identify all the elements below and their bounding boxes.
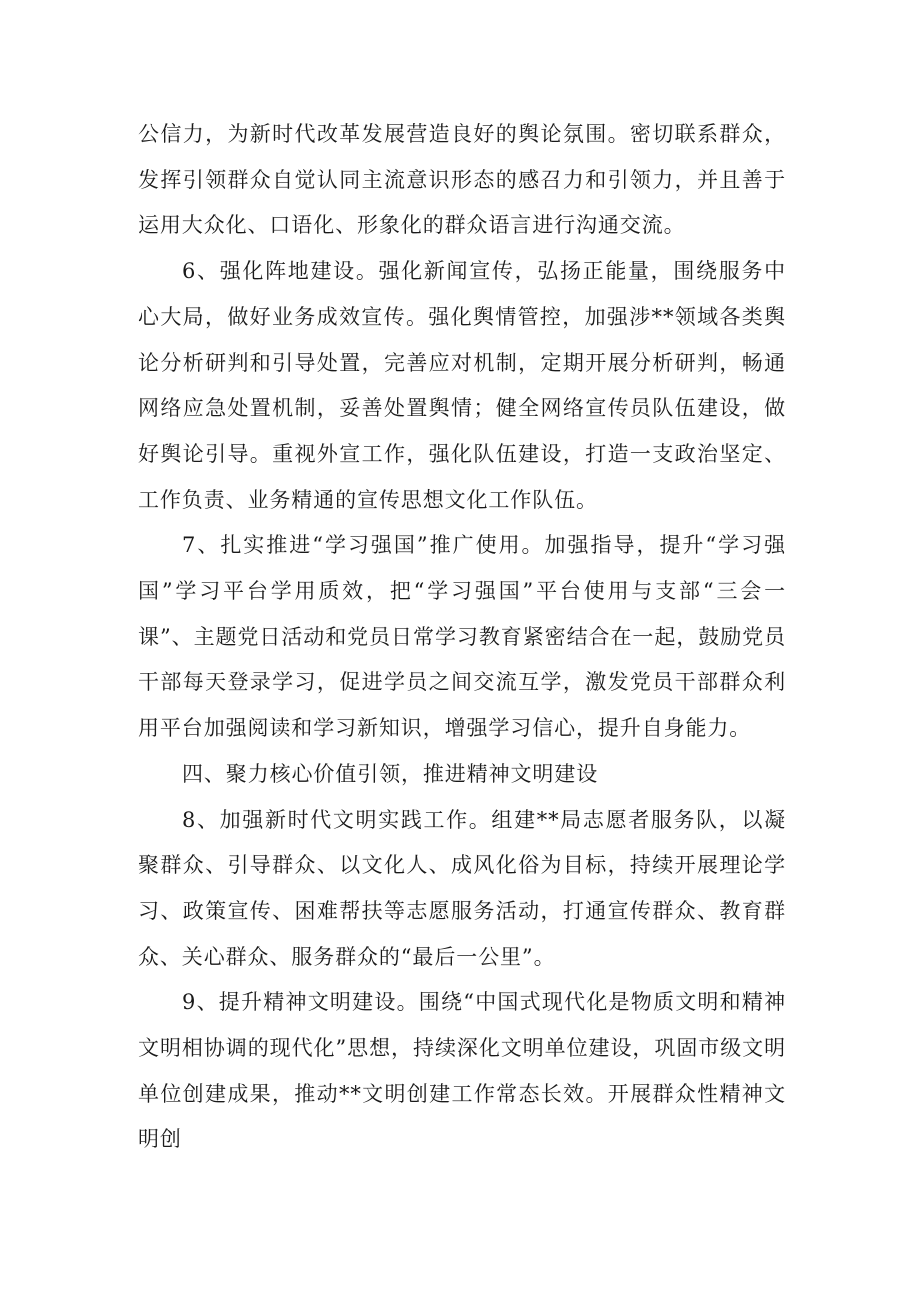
paragraph-9-spiritual-civilization: 9、提升精神文明建设。围绕“中国式现代化是物质文明和精神文明相协调的现代化”思想，持续深化文明单位建设，巩固市级文明单位创建成果，推动**文明创建工作常态长效。开展群众性精神文明创 (138, 990, 786, 1152)
section-heading-4: 四、聚力核心价值引领，推进精神文明建设 (182, 761, 599, 786)
paragraph-7-xuexi-qiangguo: 7、扎实推进“学习强国”推广使用。加强指导，提升“学习强国”学习平台学用质效，把“学习强国”平台使用与支部“三会一课”、主题党日活动和党员日常学习教育紧密结合在一起，鼓励党员干部每天登录学习，促进学员之间交流互学，激发党员干部群众利用平台加强阅读和学习新知识，增强学习信心，提升自身能力。 (138, 533, 786, 741)
paragraph-8-civilization-practice: 8、加强新时代文明实践工作。组建**局志愿者服务队，以凝聚群众、引导群众、以文化人、成风化俗为目标，持续开展理论学习、政策宣传、困难帮扶等志愿服务活动，打通宣传群众、教育群众、关心群众、服务群众的“最后一公里”。 (138, 807, 786, 969)
paragraph-6-position-building: 6、强化阵地建设。强化新闻宣传，弘扬正能量，围绕服务中心大局，做好业务成效宣传。强化舆情管控，加强涉**领域各类舆论分析研判和引导处置，完善应对机制，定期开展分析研判，畅通网络应急处置机制，妥善处置舆情；健全网络宣传员队伍建设，做好舆论引导。重视外宣工作，强化队伍建设，打造一支政治坚定、工作负责、业务精通的宣传思想文化工作队伍。 (138, 259, 786, 512)
document-body (138, 112, 786, 1163)
paragraph-continuation: 公信力，为新时代改革发展营造良好的舆论氛围。密切联系群众，发挥引领群众自觉认同主流意识形态的感召力和引领力，并且善于运用大众化、口语化、形象化的群众语言进行沟通交流。 (138, 122, 786, 238)
